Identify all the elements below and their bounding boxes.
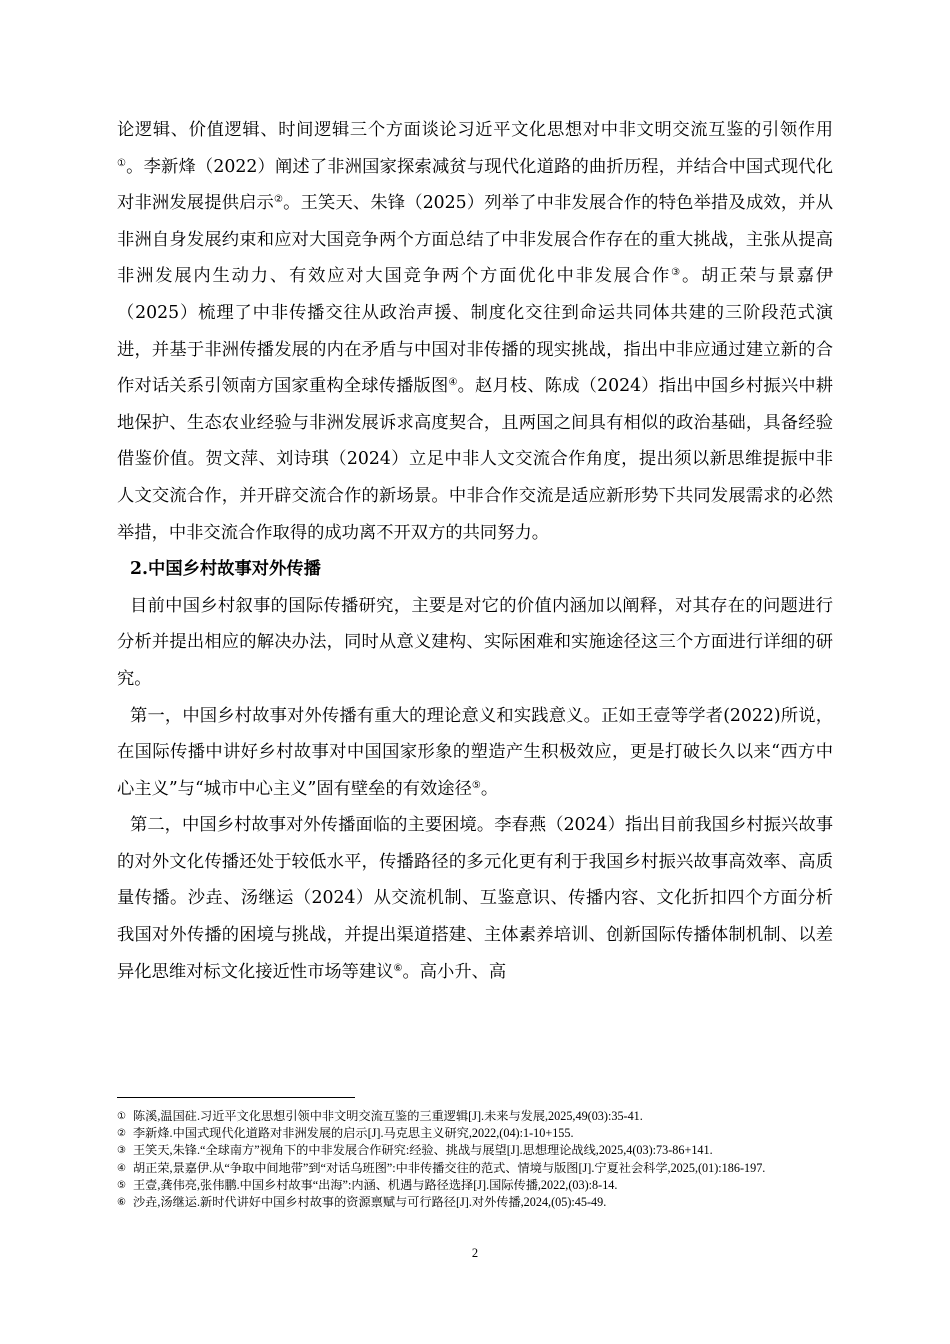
footnotes xyxy=(117,1108,837,1211)
paragraph-3: 第一，中国乡村故事对外传播有重大的理论意义和实践意义。正如王壹等学者(2022)所说，在国际传播中讲好乡村故事对中国国家形象的塑造产生积极效应，更是打破长久以来“西方中心主义”与“城市中心主义”固有壁垒的有效途径⑤。 xyxy=(117,705,833,799)
footnote-ref-2[interactable]: ② xyxy=(274,194,284,206)
paragraph-4: 第二，中国乡村故事对外传播面临的主要困境。李春燕（2024）指出目前我国乡村振兴故事的对外文化传播还处于较低水平，传播路径的多元化更有利于我国乡村振兴故事高效率、高质量传播。沙垚、汤继运（2024）从交流机制、互鉴意识、传播内容、文化折扣四个方面分析我国对外传播的困境与挑战，并提出渠道搭建、主体素养培训、创新国际传播体制机制、以差异化思维对标文化接近性市场等建议⑥。高小升、高 xyxy=(117,815,833,982)
footnote-ref-5[interactable]: ⑤ xyxy=(471,779,481,791)
footnote-ref-1[interactable]: ① xyxy=(117,157,127,169)
footnote-text: 王笑天,朱锋.“全球南方”视角下的中非发展合作研究:经验、挑战与展望[J].思想理论战线,2025,4(03):73-86+141. xyxy=(133,1143,713,1158)
footnote-mark: ① xyxy=(117,1111,126,1122)
footnote-mark: ④ xyxy=(117,1162,126,1174)
footnote xyxy=(117,1125,837,1142)
section-heading: 2.中国乡村故事对外传播 xyxy=(130,559,321,580)
footnote-text: 陈溪,温国砫.习近平文化思想引领中非文明交流互鉴的三重逻辑[J].未来与发展,2025,49(03):35-41. xyxy=(133,1109,643,1123)
footnote-separator xyxy=(117,1097,355,1098)
footnote-text: 王壹,龚伟亮,张伟鹏.中国乡村故事“出海”:内涵、机遇与路径选择[J].国际传播,2022,(03):8-14. xyxy=(133,1177,618,1192)
footnote-text: 李新烽.中国式现代化道路对非洲发展的启示[J].马克思主义研究,2022,(04):1-10+155. xyxy=(133,1126,574,1141)
paragraph-1: 论逻辑、价值逻辑、时间逻辑三个方面谈论习近平文化思想对中非文明交流互鉴的引领作用①。李新烽（2022）阐述了非洲国家探索减贫与现代化道路的曲折历程，并结合中国式现代化对非洲发展提供启示②。王笑天、朱锋（2025）列举了中非发展合作的特色举措及成效，并从非洲自身发展约束和应对大国竞争两个方面总结了中非发展合作存在的重大挑战，主张从提高非洲发展内生动力、有效应对大国竞争两个方面优化中非发展合作③。胡正荣与景嘉伊（2025）梳理了中非传播交往从政治声援、制度化交往到命运共同体共建的三阶段范式演进，并基于非洲传播发展的内在矛盾与中国对非传播的现实挑战，指出中非应通过建立新的合作对话关系引领南方国家重构全球传播版图④。赵月枝、陈成（2024）指出中国乡村振兴中耕地保护、生态农业经验与非洲发展诉求高度契合，且两国之间具有相似的政治基础，具备经验借鉴价值。贺文萍、刘诗琪（2024）立足中非人文交流合作角度，提出须以新思维提振中非人文交流合作，并开辟交流合作的新场景。中非合作交流是适应新形势下共同发展需求的必然举措，中非交流合作取得的成功离不开双方的共同努力。 xyxy=(117,120,834,543)
body-text xyxy=(117,112,833,990)
footnote-ref-4[interactable]: ④ xyxy=(448,377,458,389)
footnote xyxy=(117,1160,837,1177)
footnote-mark: ⑥ xyxy=(117,1197,126,1209)
footnote xyxy=(117,1142,837,1159)
footnote-ref-3[interactable]: ③ xyxy=(671,267,682,279)
footnote xyxy=(117,1194,837,1211)
footnote-text: 胡正荣,景嘉伊.从“争取中间地带”到“对话乌班图”:中非传播交往的范式、情境与版图[J].宁夏社会科学,2025,(01):186-197. xyxy=(133,1160,766,1175)
footnote xyxy=(117,1108,837,1125)
footnote-ref-6[interactable]: ⑥ xyxy=(393,962,403,974)
footnote-mark: ② xyxy=(117,1128,126,1140)
page-number: 2 xyxy=(471,1246,479,1260)
footnote xyxy=(117,1177,837,1194)
footnote-mark: ⑤ xyxy=(117,1179,126,1191)
footnote-mark: ③ xyxy=(117,1145,126,1157)
paragraph-2: 目前中国乡村叙事的国际传播研究，主要是对它的价值内涵加以阐释，对其存在的问题进行分析并提出相应的解决办法，同时从意义建构、实际困难和实施途径这三个方面进行详细的研究。 xyxy=(117,595,833,689)
footnote-text: 沙垚,汤继运.新时代讲好中国乡村故事的资源禀赋与可行路径[J].对外传播,2024,(05):45-49. xyxy=(133,1195,607,1210)
